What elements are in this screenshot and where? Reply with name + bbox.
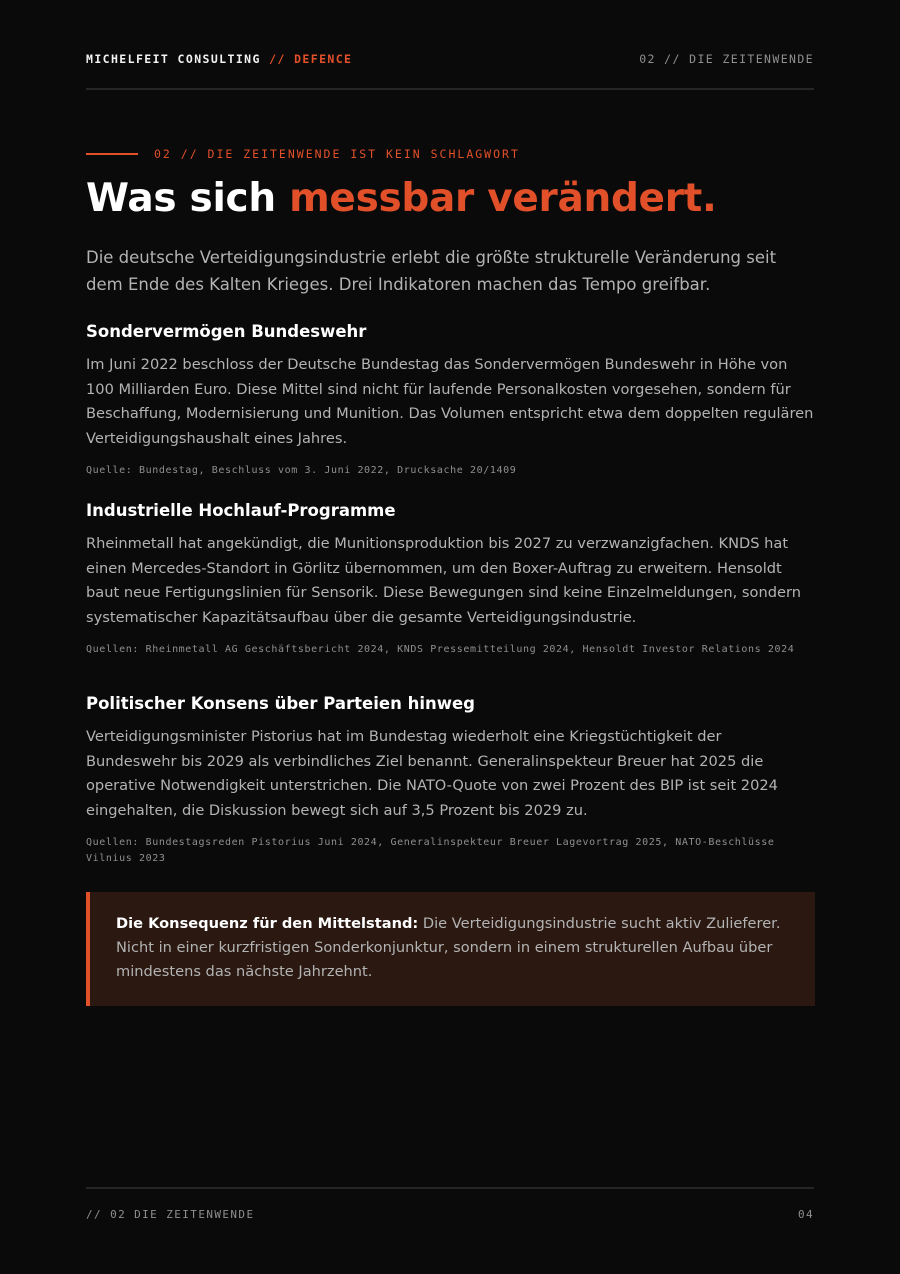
brand-label: [86, 52, 352, 66]
section-heading: Politischer Konsens über Parteien hinweg: [86, 694, 475, 713]
section-source: Quellen: Bundestagsreden Pistorius Juni 2024, Generalinspekteur Breuer Lagevortrag 2025, NATO-Beschlüsse Vilnius 2023: [86, 837, 775, 865]
section-heading: Industrielle Hochlauf-Programme: [86, 501, 396, 520]
page-header: [86, 52, 814, 90]
brand-name: MICHELFEIT CONSULTING: [86, 52, 261, 66]
callout-box: [86, 892, 815, 1006]
section-body: Rheinmetall hat angekündigt, die Munitionsproduktion bis 2027 zu verzwanzigfachen. KNDS hat einen Mercedes-Standort in Görlitz übernommen, um den Boxer-Auftrag zu erweitern. Hensoldt baut neue Fertigungslinien für Sensorik. Diese Bewegungen sind keine Einzelmeldungen, sondern systematischer Kapazitätsaufbau über die gesamte Verteidigungsindustrie.: [86, 535, 801, 626]
page-title: [86, 176, 717, 221]
callout-text: Die Verteidigungsindustrie sucht aktiv Zulieferer. Nicht in einer kurzfristigen Sonderkonjunktur, sondern in einem strukturellen Aufbau über mindestens das nächste Jahrzehnt.: [116, 915, 781, 980]
page-number: 04: [797, 1208, 814, 1221]
page-footer: [86, 1187, 814, 1221]
section-heading: Sondervermögen Bundeswehr: [86, 322, 367, 341]
section-hochlauf: [86, 499, 816, 658]
section-body: Im Juni 2022 beschloss der Deutsche Bundestag das Sondervermögen Bundeswehr in Höhe von 100 Milliarden Euro. Diese Mittel sind nicht für laufende Personalkosten vorgesehen, sondern für Beschaffung, Modernisierung und Munition. Das Volumen entspricht etwa dem doppelten regulären Verteidigungshaushalt eines Jahres.: [86, 356, 814, 447]
lead-paragraph: Die deutsche Verteidigungsindustrie erlebt die größte strukturelle Veränderung seit dem Ende des Kalten Krieges. Drei Indikatoren machen das Tempo greifbar.: [86, 248, 777, 294]
brand-division: // DEFENCE: [269, 52, 353, 66]
header-chapter: 02 // DIE ZEITENWENDE: [639, 52, 814, 66]
callout-lead: Die Konsequenz für den Mittelstand:: [116, 915, 419, 932]
section-kicker: [86, 147, 520, 161]
title-main: Was sich: [86, 176, 290, 221]
section-source: Quelle: Bundestag, Beschluss vom 3. Juni 2022, Drucksache 20/1409: [86, 465, 517, 477]
section-source: Quellen: Rheinmetall AG Geschäftsbericht 2024, KNDS Pressemitteilung 2024, Hensoldt Investor Relations 2024: [86, 644, 795, 656]
section-body: Verteidigungsminister Pistorius hat im Bundestag wiederholt eine Kriegstüchtigkeit der Bundeswehr bis 2029 als verbindliches Ziel benannt. Generalinspekteur Breuer hat 2025 die operative Notwendigkeit unterstrichen. Die NATO-Quote von zwei Prozent des BIP ist seit 2024 eingehalten, die Diskussion bewegt sich auf 3,5 Prozent bis 2029 zu.: [86, 728, 778, 819]
footer-chapter: // 02 DIE ZEITENWENDE: [86, 1208, 255, 1221]
section-konsens: [86, 692, 816, 867]
title-accent: messbar verändert.: [289, 176, 717, 221]
kicker-text: 02 // DIE ZEITENWENDE IST KEIN SCHLAGWORT: [154, 147, 520, 161]
section-sondervermoegen: [86, 320, 816, 479]
kicker-rule: [86, 153, 138, 155]
